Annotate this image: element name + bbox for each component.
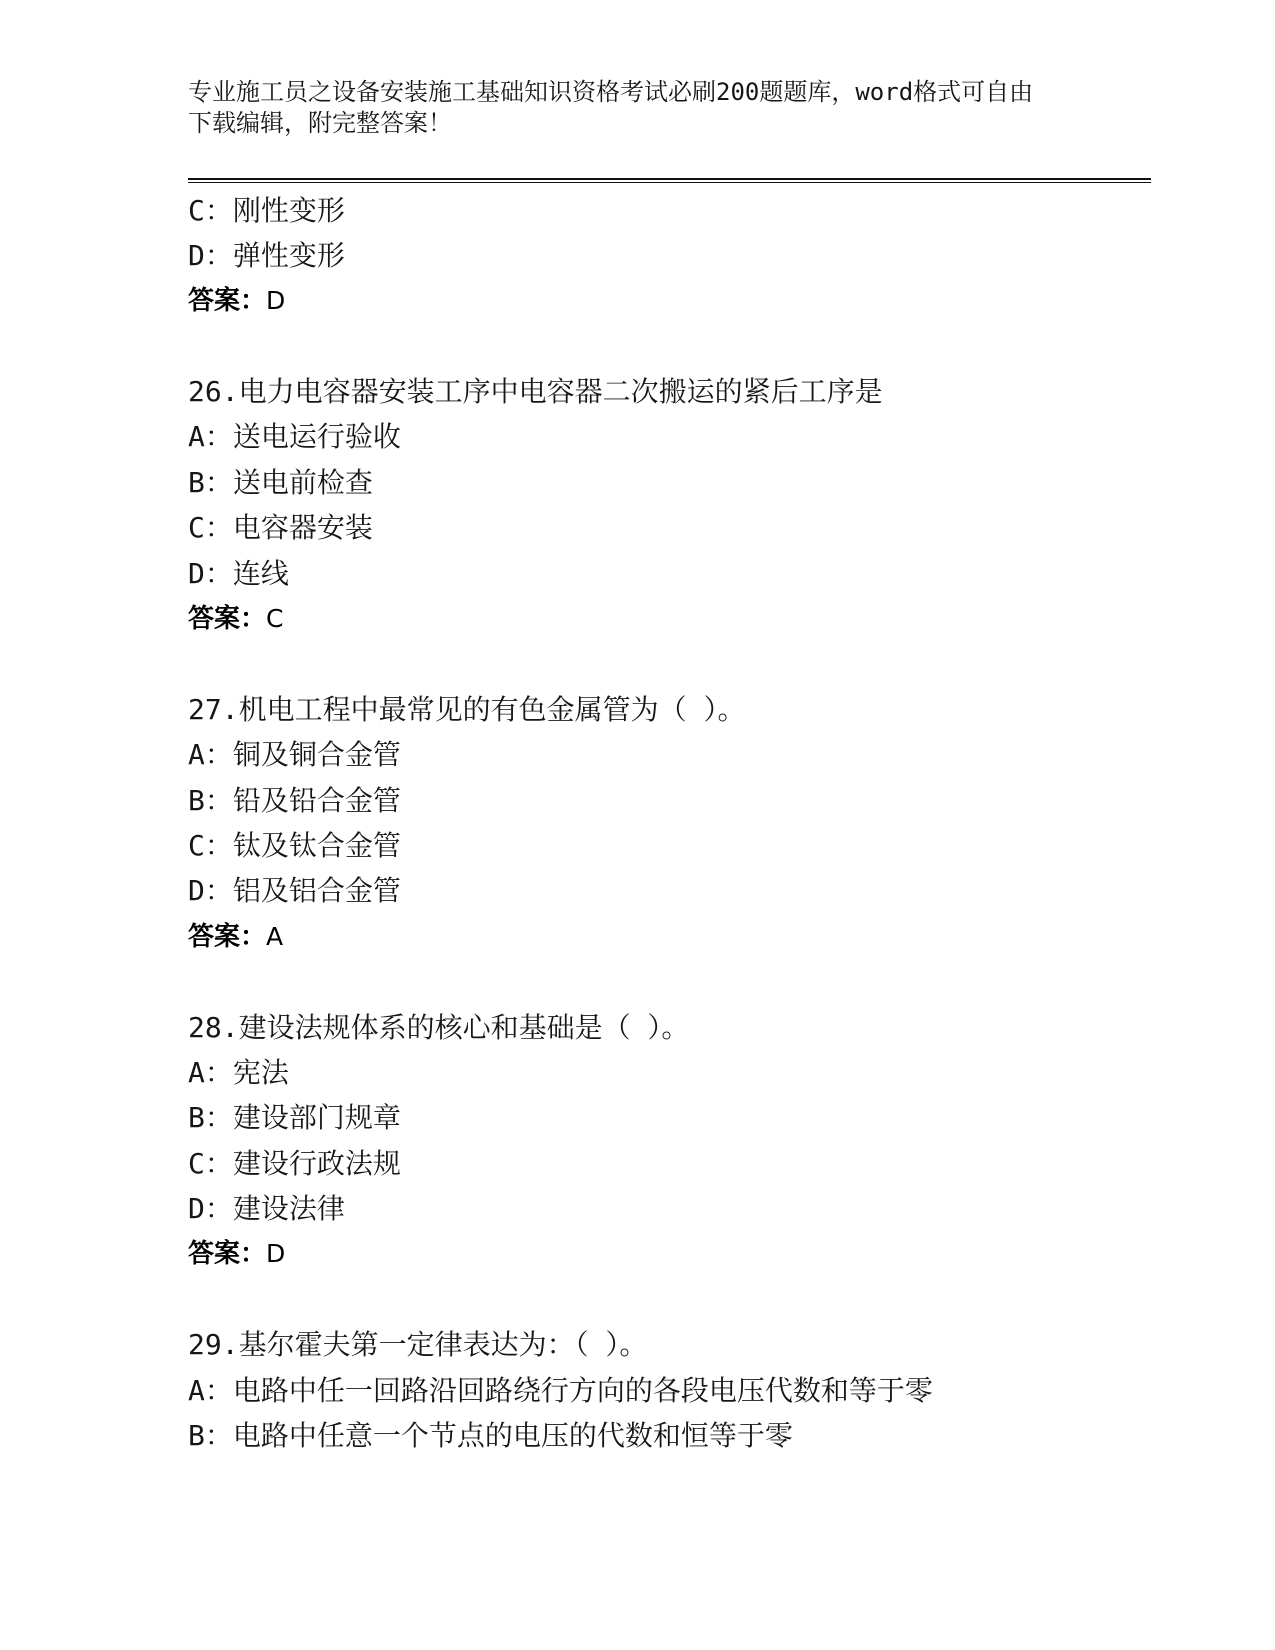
option-text: 铜及铜合金管 [232, 738, 401, 772]
option-c [188, 823, 1151, 868]
option-label: C： [188, 511, 233, 545]
option-text: 刚性变形 [232, 193, 345, 227]
option-label: A： [188, 420, 233, 454]
option-label: B： [188, 783, 233, 817]
answer-line [188, 596, 1151, 641]
option-text: 电容器安装 [232, 511, 373, 545]
answer-label: 答案： [188, 286, 267, 317]
option-label: A： [188, 1055, 233, 1089]
question-number: 27. [188, 692, 239, 726]
option-label: B： [188, 1101, 233, 1135]
option-text: 送电运行验收 [232, 420, 401, 454]
question-block [188, 369, 1151, 641]
answer-value: D [266, 1239, 286, 1269]
option-a [188, 414, 1151, 459]
answer-line [188, 1231, 1151, 1276]
question-block [188, 1005, 1151, 1277]
option-d [188, 551, 1151, 596]
answer-label: 答案： [188, 921, 267, 952]
question-block [188, 687, 1151, 959]
option-text: 电路中任一回路沿回路绕行方向的各段电压代数和等于零 [232, 1373, 933, 1407]
option-a [188, 1368, 1151, 1413]
option-text: 送电前检查 [232, 465, 373, 499]
question-block [188, 1322, 1151, 1458]
header-double-rule [188, 178, 1151, 183]
option-b [188, 1095, 1151, 1140]
answer-line [188, 914, 1151, 959]
header-title-line: 下载编辑，附完整答案！ [188, 109, 452, 137]
option-text: 弹性变形 [232, 238, 345, 272]
option-d [188, 1186, 1151, 1231]
option-label: C： [188, 828, 233, 862]
option-label: C： [188, 193, 233, 227]
option-label: D： [188, 238, 233, 272]
option-text: 建设法律 [232, 1192, 345, 1226]
option-label: C： [188, 1146, 233, 1180]
answer-value: A [266, 921, 284, 951]
option-label: A： [188, 1373, 233, 1407]
option-label: D： [188, 874, 233, 908]
question-text: 建设法规体系的核心和基础是（ ）。 [238, 1010, 690, 1044]
question-number: 26. [188, 375, 239, 409]
answer-label: 答案： [188, 604, 267, 635]
option-label: B： [188, 1419, 233, 1453]
option-text: 建设部门规章 [232, 1101, 401, 1135]
answer-value: D [266, 286, 286, 316]
question-text: 基尔霍夫第一定律表达为：（ ）。 [238, 1328, 648, 1362]
question-block [188, 188, 1151, 324]
question-list [188, 188, 1151, 1459]
option-c [188, 1141, 1151, 1186]
option-c [188, 505, 1151, 550]
option-d [188, 868, 1151, 913]
option-c [188, 188, 1151, 233]
option-text: 电路中任意一个节点的电压的代数和恒等于零 [232, 1419, 793, 1453]
question-text: 机电工程中最常见的有色金属管为（ ）。 [238, 692, 746, 726]
question-text: 电力电容器安装工序中电容器二次搬运的紧后工序是 [238, 375, 883, 409]
option-d [188, 233, 1151, 278]
question-stem [188, 1005, 1151, 1050]
option-text: 铝及铝合金管 [232, 874, 401, 908]
option-text: 钛及钛合金管 [232, 828, 401, 862]
answer-line [188, 278, 1151, 323]
option-label: D： [188, 556, 233, 590]
option-a [188, 1050, 1151, 1095]
option-text: 建设行政法规 [232, 1146, 401, 1180]
question-stem [188, 1322, 1151, 1367]
answer-value: C [266, 604, 284, 634]
option-label: A： [188, 738, 233, 772]
option-label: B： [188, 465, 233, 499]
question-stem [188, 369, 1151, 414]
option-text: 连线 [232, 556, 289, 590]
option-a [188, 732, 1151, 777]
question-number: 29. [188, 1328, 239, 1362]
question-stem [188, 687, 1151, 732]
option-b [188, 778, 1151, 823]
option-text: 铅及铅合金管 [232, 783, 401, 817]
question-number: 28. [188, 1010, 239, 1044]
answer-label: 答案： [188, 1239, 267, 1270]
header-title-line: 专业施工员之设备安装施工基础知识资格考试必刷200题题库，word格式可自由 [188, 78, 1034, 106]
option-b [188, 460, 1151, 505]
page-header [188, 77, 1033, 139]
option-text: 宪法 [232, 1055, 289, 1089]
option-b [188, 1413, 1151, 1458]
option-label: D： [188, 1192, 233, 1226]
